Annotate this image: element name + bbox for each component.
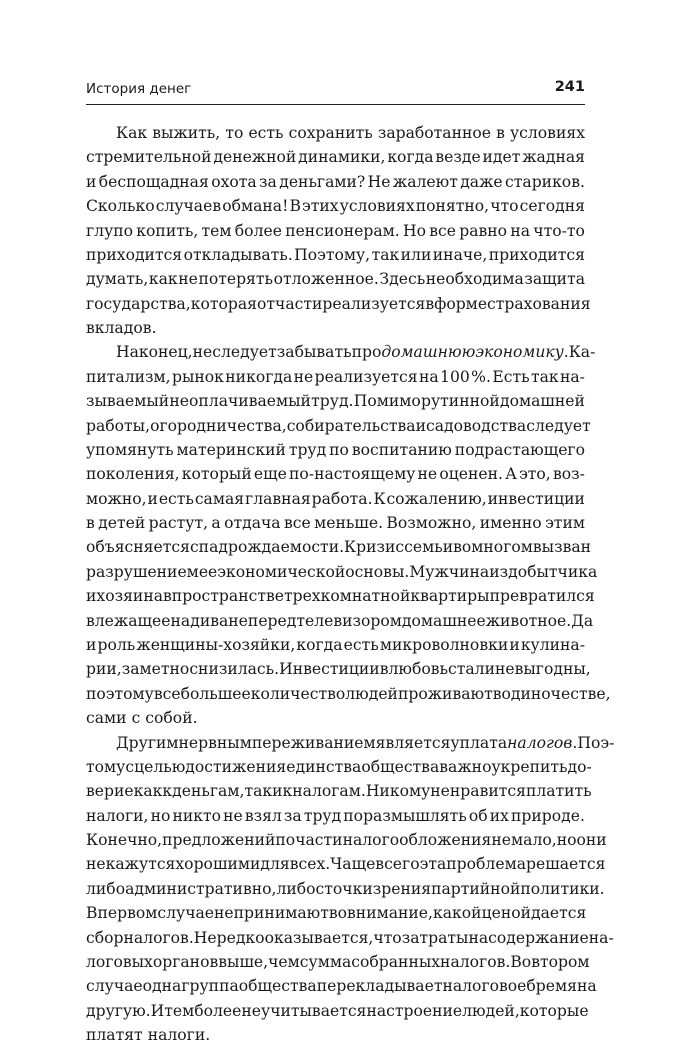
text-line: Другим нервным переживанием является уплата налогов. Поэ- [116,733,615,752]
text-line: думать, как не потерять отложенное. Здесь необходима защита [86,270,585,289]
text-line: тому с целью достижения единства общества важно укрепить до- [86,757,592,776]
text-line: объясняется спад рождаемости. Кризис семьи во многом вызван [86,538,592,557]
text-line: рии, заметно снизилась. Инвестиции в любовь стали невыгодны, [86,660,591,679]
text-line: другую. И тем более не учитывается настроение людей, которые [86,1001,589,1020]
text-line: можно, и есть самая главная работа. К сожалению, инвестиции [86,489,585,508]
text-line: случае одна группа общества перекладывает налоговое бремя на [86,977,597,996]
text-line: Сколько случаев обмана! В этих условиях понятно, что сегодня [86,197,585,216]
page-number: 241 [554,79,585,95]
text-line: приходится откладывать. Поэтому, так или иначе, приходится [86,245,585,264]
text-line: сбор налогов. Нередко оказывается, что затраты на содержание на- [86,928,614,947]
text-line: Конечно, предложений по части налогообложения немало, но они [86,831,607,850]
running-header-title: История денег [86,81,192,97]
text-line: либо административно, либо с точки зрения партийной политики. [86,879,605,898]
text-line: поэтому все большее количество людей проживают в одиночестве, [86,684,611,703]
text-line: В первом случае не принимают во внимание, какой ценой дается [86,904,587,923]
text-line: верие как к деньгам, так и к налогам. Никому не нравится платить [86,782,592,801]
text-line: Как выжить, то есть сохранить заработанное в условиях [116,124,585,142]
text-line: в детей растут, а отдача все меньше. Возможно, именно этим [86,514,585,533]
text-line: зываемый неоплачиваемый труд. Помимо рутинной домашней [86,392,585,411]
text-line: глупо копить, тем более пенсионерам. Но все равно на что-то [86,221,585,240]
text-line: не кажутся хорошими для всех. Чаще всего эта проблема решается [86,855,606,874]
text-line: Наконец, не следует забывать про домашнюю экономику. Ка- [116,343,596,362]
text-line: логовых органов выше, чем сумма собранных налогов. Во втором [86,952,590,971]
text-line: поколения, который еще по-настоящему не оценен. А это, воз- [86,465,585,484]
text-line: стремительной денежной динамики, когда везде идет жадная [86,148,585,167]
text-line: вкладов. [86,319,157,338]
text-line: и беспощадная охота за деньгами? Не жалеют даже стариков. [86,172,585,191]
text-line: государства, которая отчасти реализуется в форме страхования [86,294,591,313]
text-line: и хозяина в пространстве трехкомнатной квартиры превратился [86,587,595,606]
text-line: сами с собой. [86,709,198,728]
text-line: питализм, рынок никогда не реализуется на 100 %. Есть так на- [86,367,585,386]
text-line: работы, огородничества, собирательства и садоводства следует [86,416,591,435]
text-line: упомянуть материнский труд по воспитанию подрастающего [86,440,585,459]
text-line: налоги, но никто не взял за труд поразмышлять об их природе. [86,806,585,825]
text-line: платят налоги. [86,1026,211,1045]
text-line: разрушением ее экономической основы. Мужчина из добытчика [86,562,598,581]
running-header [86,78,585,105]
text-line: в лежащее на диване перед телевизором домашнее животное. Да [86,611,594,630]
text-line: и роль женщины-хозяйки, когда есть микроволновки и кулина- [86,635,585,654]
